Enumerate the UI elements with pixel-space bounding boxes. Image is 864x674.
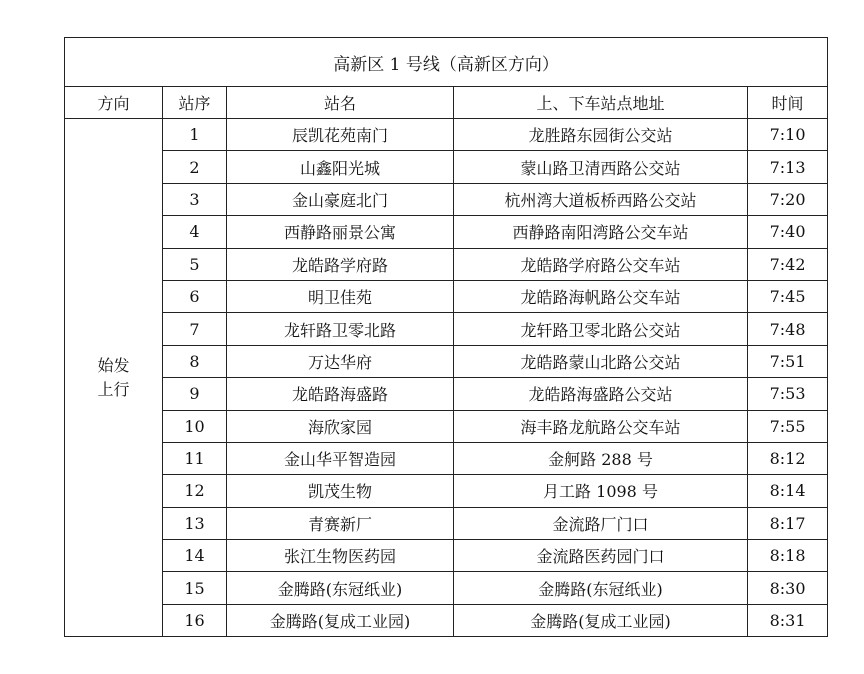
station-name-cell: 金山豪庭北门 (227, 183, 454, 215)
table-row (65, 475, 828, 507)
stop-address-cell: 金舸路 288 号 (454, 442, 748, 474)
table-row (65, 248, 828, 280)
header-stop-address: 上、下车站点地址 (454, 87, 748, 119)
station-name-cell: 金腾路(东冠纸业) (227, 572, 454, 604)
time-cell: 7:53 (748, 378, 828, 410)
table-row (65, 151, 828, 183)
seq-cell: 10 (163, 410, 227, 442)
station-name-cell: 金腾路(复成工业园) (227, 604, 454, 636)
table-body (65, 119, 828, 637)
header-station: 站名 (227, 87, 454, 119)
header-direction: 方向 (65, 87, 163, 119)
station-name-cell: 凯茂生物 (227, 475, 454, 507)
time-cell: 7:48 (748, 313, 828, 345)
stop-address-cell: 蒙山路卫清西路公交站 (454, 151, 748, 183)
stop-address-cell: 西静路南阳湾路公交车站 (454, 216, 748, 248)
table-row (65, 442, 828, 474)
seq-cell: 4 (163, 216, 227, 248)
seq-cell: 11 (163, 442, 227, 474)
station-name-cell: 龙皓路学府路 (227, 248, 454, 280)
time-cell: 7:45 (748, 280, 828, 312)
table-row (65, 216, 828, 248)
stop-address-cell: 海丰路龙航路公交车站 (454, 410, 748, 442)
station-name-cell: 山鑫阳光城 (227, 151, 454, 183)
stop-address-cell: 龙皓路海盛路公交站 (454, 378, 748, 410)
time-cell: 8:17 (748, 507, 828, 539)
header-seq: 站序 (163, 87, 227, 119)
seq-cell: 6 (163, 280, 227, 312)
seq-cell: 9 (163, 378, 227, 410)
seq-cell: 5 (163, 248, 227, 280)
station-name-cell: 金山华平智造园 (227, 442, 454, 474)
seq-cell: 12 (163, 475, 227, 507)
table-row (65, 378, 828, 410)
table-title: 高新区 1 号线（高新区方向） (65, 38, 828, 87)
station-name-cell: 青赛新厂 (227, 507, 454, 539)
time-cell: 7:10 (748, 119, 828, 151)
seq-cell: 14 (163, 540, 227, 572)
time-cell: 8:14 (748, 475, 828, 507)
table-row (65, 183, 828, 215)
seq-cell: 8 (163, 345, 227, 377)
table-row (65, 280, 828, 312)
stop-address-cell: 金流路厂门口 (454, 507, 748, 539)
seq-cell: 15 (163, 572, 227, 604)
station-name-cell: 龙皓路海盛路 (227, 378, 454, 410)
direction-cell (65, 119, 163, 637)
seq-cell: 2 (163, 151, 227, 183)
station-name-cell: 张江生物医药园 (227, 540, 454, 572)
direction-line-1: 始发 (97, 355, 130, 375)
time-cell: 7:55 (748, 410, 828, 442)
time-cell: 7:20 (748, 183, 828, 215)
stop-address-cell: 金腾路(东冠纸业) (454, 572, 748, 604)
time-cell: 8:30 (748, 572, 828, 604)
time-cell: 7:42 (748, 248, 828, 280)
time-cell: 7:40 (748, 216, 828, 248)
time-cell: 8:31 (748, 604, 828, 636)
table-title-row (65, 38, 828, 87)
station-name-cell: 西静路丽景公寓 (227, 216, 454, 248)
seq-cell: 16 (163, 604, 227, 636)
stop-address-cell: 龙皓路蒙山北路公交站 (454, 345, 748, 377)
time-cell: 8:18 (748, 540, 828, 572)
seq-cell: 1 (163, 119, 227, 151)
stop-address-cell: 金流路医药园门口 (454, 540, 748, 572)
table-row (65, 507, 828, 539)
table-row (65, 119, 828, 151)
time-cell: 7:51 (748, 345, 828, 377)
seq-cell: 3 (163, 183, 227, 215)
table-row (65, 540, 828, 572)
bus-schedule-table (64, 37, 828, 637)
direction-line-2: 上行 (97, 379, 130, 399)
station-name-cell: 明卫佳苑 (227, 280, 454, 312)
header-time: 时间 (748, 87, 828, 119)
table-row (65, 313, 828, 345)
table-header-row (65, 87, 828, 119)
table-row (65, 345, 828, 377)
time-cell: 7:13 (748, 151, 828, 183)
stop-address-cell: 龙皓路学府路公交车站 (454, 248, 748, 280)
stop-address-cell: 金腾路(复成工业园) (454, 604, 748, 636)
seq-cell: 13 (163, 507, 227, 539)
table-row (65, 410, 828, 442)
stop-address-cell: 杭州湾大道板桥西路公交站 (454, 183, 748, 215)
stop-address-cell: 龙胜路东园街公交站 (454, 119, 748, 151)
time-cell: 8:12 (748, 442, 828, 474)
seq-cell: 7 (163, 313, 227, 345)
station-name-cell: 万达华府 (227, 345, 454, 377)
stop-address-cell: 龙皓路海帆路公交车站 (454, 280, 748, 312)
table-row (65, 604, 828, 636)
station-name-cell: 辰凯花苑南门 (227, 119, 454, 151)
station-name-cell: 龙轩路卫零北路 (227, 313, 454, 345)
table-row (65, 572, 828, 604)
stop-address-cell: 月工路 1098 号 (454, 475, 748, 507)
station-name-cell: 海欣家园 (227, 410, 454, 442)
stop-address-cell: 龙轩路卫零北路公交站 (454, 313, 748, 345)
